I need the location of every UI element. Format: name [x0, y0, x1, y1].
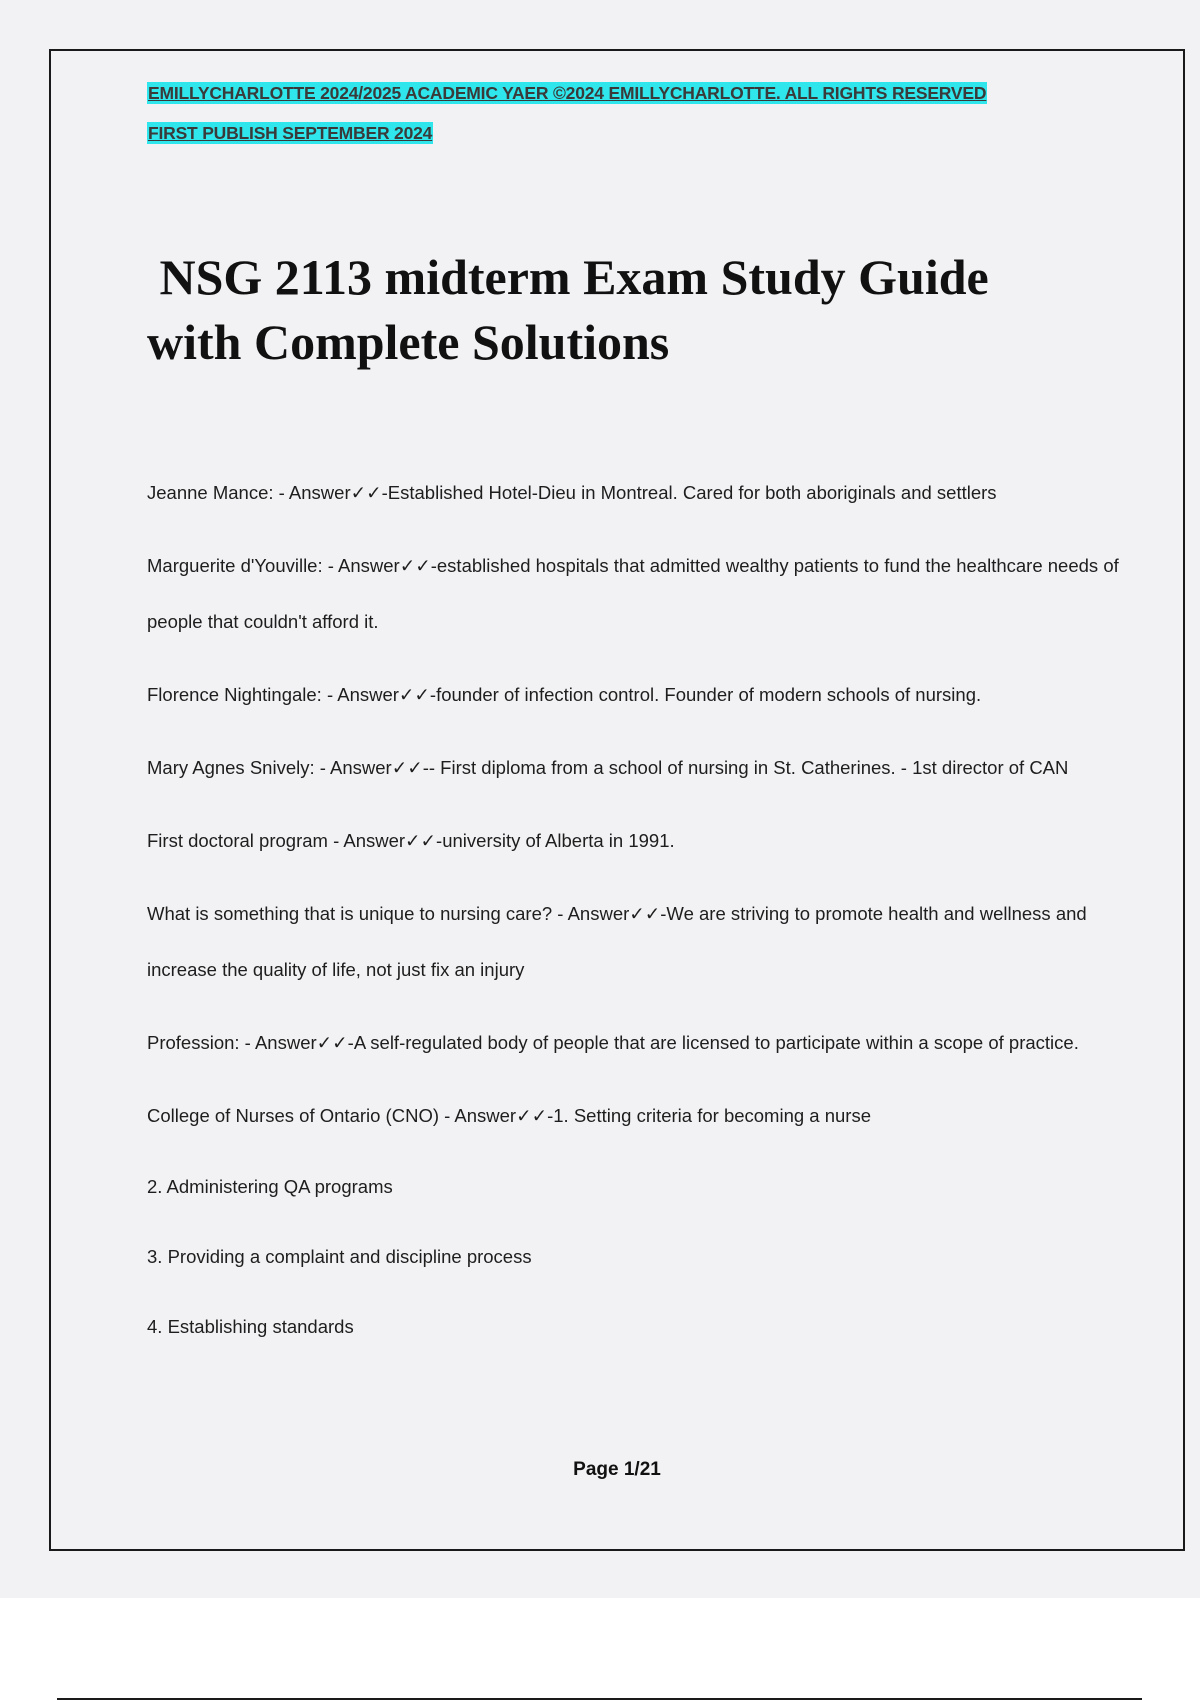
page-number: Page 1/21: [573, 1459, 661, 1480]
copyright-header: [147, 73, 1137, 153]
list-item: 3. Providing a complaint and discipline process: [147, 1246, 532, 1267]
qa-entry: What is something that is unique to nursing care? - Answer✓✓-We are striving to promote health and wellness and increase the quality of life, not just fix an injury: [147, 903, 1087, 980]
qa-entry: Marguerite d'Youville: - Answer✓✓-established hospitals that admitted wealthy patients to fund the healthcare needs of people that couldn't afford it.: [147, 555, 1119, 632]
title-line-1: NSG 2113 midterm Exam Study Guide: [147, 249, 989, 305]
document-page: [49, 49, 1185, 1551]
qa-entry: College of Nurses of Ontario (CNO) - Answer✓✓-1. Setting criteria for becoming a nurse: [147, 1105, 872, 1126]
publish-date-line: FIRST PUBLISH SEPTEMBER 2024: [148, 123, 433, 143]
qa-entry: Mary Agnes Snively: - Answer✓✓-- First diploma from a school of nursing in St. Catherines. - 1st director of CAN: [147, 757, 1069, 778]
page-content: [147, 73, 1137, 1337]
next-page-gap: [0, 1598, 1200, 1700]
qa-entry: First doctoral program - Answer✓✓-university of Alberta in 1991.: [147, 830, 675, 851]
list-item: 2. Administering QA programs: [147, 1176, 393, 1197]
qa-entry: Jeanne Mance: - Answer✓✓-Established Hotel-Dieu in Montreal. Cared for both aboriginals and settlers: [147, 482, 997, 503]
study-guide-body: [147, 465, 1137, 1355]
title-line-2: with Complete Solutions: [147, 314, 670, 370]
document-title: [147, 245, 1147, 375]
copyright-line: EMILLYCHARLOTTE 2024/2025 ACADEMIC YAER ©2024 EMILLYCHARLOTTE. ALL RIGHTS RESERVED: [148, 83, 987, 103]
qa-entry: Profession: - Answer✓✓-A self-regulated body of people that are licensed to participate within a scope of practice.: [147, 1032, 1079, 1053]
qa-entry: Florence Nightingale: - Answer✓✓-founder of infection control. Founder of modern schools of nursing.: [147, 684, 982, 705]
list-item: 4. Establishing standards: [147, 1316, 354, 1337]
